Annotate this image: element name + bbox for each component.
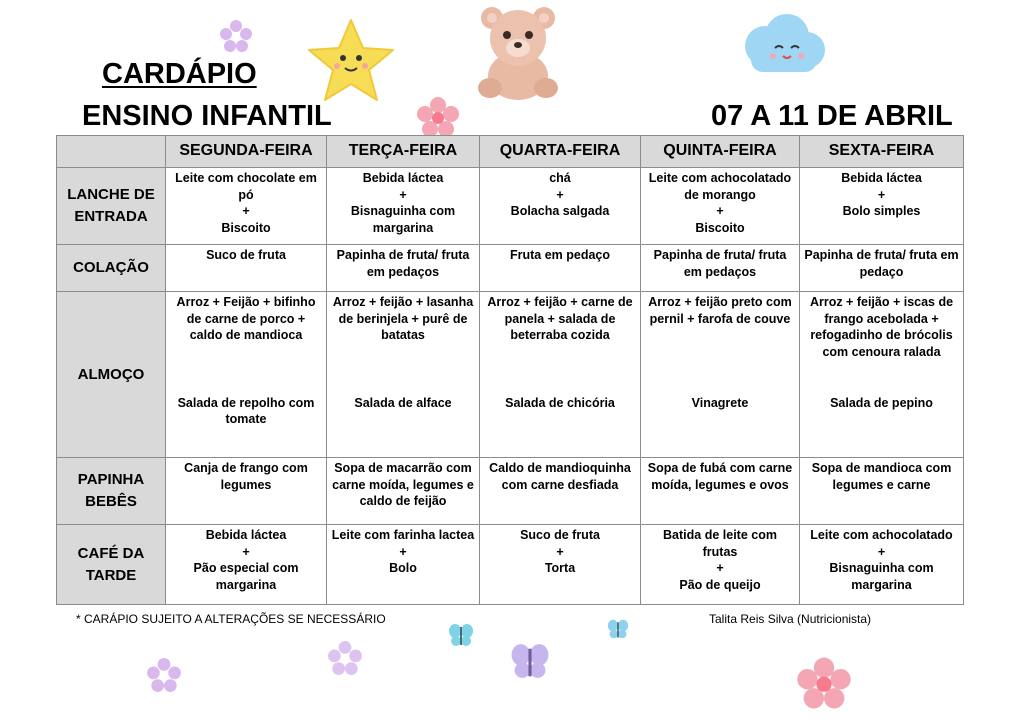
- page-title: CARDÁPIO: [102, 58, 257, 90]
- menu-item-line: Bebida láctea: [362, 171, 444, 185]
- menu-cell: [800, 168, 964, 245]
- menu-item-line: Papinha de fruta/ fruta: [653, 248, 787, 262]
- menu-cell: [641, 458, 800, 525]
- salad-line: tomate: [225, 412, 267, 426]
- menu-item-line: chá: [549, 171, 571, 185]
- menu-cell: [800, 245, 964, 292]
- meal-label-line: TARDE: [85, 566, 137, 584]
- menu-item-line: margarina: [851, 577, 912, 592]
- menu-item-line: +: [242, 204, 250, 218]
- menu-item-line: Caldo de mandioquinha: [489, 461, 631, 475]
- salad-line: Salada de repolho com: [177, 395, 315, 410]
- main-dish-line: Arroz + feijão preto com: [648, 295, 792, 309]
- menu-cell: [480, 292, 641, 458]
- menu-cell: [641, 245, 800, 292]
- menu-cell: [166, 245, 327, 292]
- menu-item-line: +: [877, 544, 886, 559]
- meal-label-line: ENTRADA: [74, 208, 148, 225]
- menu-item-line: margarina: [372, 220, 434, 235]
- salad-line: Vinagrete: [691, 395, 749, 410]
- main-dish-line: caldo de mandioca: [189, 328, 303, 342]
- day-header: QUINTA-FEIRA: [641, 136, 800, 168]
- menu-item-line: +: [556, 187, 564, 202]
- menu-item-line: Suco de fruta: [520, 528, 600, 542]
- page-subtitle: ENSINO INFANTIL: [82, 100, 332, 132]
- meal-label: [57, 245, 166, 292]
- menu-item-line: legumes: [220, 477, 272, 492]
- butterfly-icon: [448, 622, 474, 648]
- menu-item-line: Leite com achocolatado: [810, 528, 953, 542]
- menu-cell: [641, 525, 800, 605]
- menu-cell: [327, 525, 480, 605]
- cloud-icon: [735, 12, 829, 82]
- date-range: 07 A 11 DE ABRIL: [711, 100, 953, 132]
- day-header: SEXTA-FEIRA: [800, 136, 964, 168]
- flower-icon: [219, 19, 253, 53]
- menu-item-line: com carne desfiada: [501, 477, 619, 492]
- main-dish-line: Arroz + feijão + lasanha: [332, 295, 474, 309]
- meal-label: [57, 458, 166, 525]
- main-dish-line: batatas: [381, 328, 425, 342]
- footer-note: * CARÁPIO SUJEITO A ALTERAÇÕES SE NECESSÁRIO: [76, 612, 386, 626]
- menu-cell: [166, 168, 327, 245]
- menu-cell: [166, 458, 327, 525]
- menu-item-line: Biscoito: [221, 220, 271, 235]
- flower-icon: [146, 657, 182, 693]
- menu-item-line: em pedaços: [366, 264, 440, 279]
- salad-line: Salada de alface: [354, 395, 452, 410]
- butterfly-icon: [607, 618, 629, 640]
- menu-cell: [327, 168, 480, 245]
- menu-cell: [800, 525, 964, 605]
- meal-label: [57, 168, 166, 245]
- menu-item-line: margarina: [215, 577, 277, 592]
- meal-row: [57, 458, 964, 525]
- menu-item-line: de morango: [684, 187, 756, 202]
- menu-cell: [327, 458, 480, 525]
- butterfly-icon: [508, 641, 552, 681]
- menu-item-line: Torta: [544, 561, 576, 575]
- main-dish-line: panela + salada de: [504, 311, 616, 326]
- corner-cell: [57, 136, 166, 168]
- menu-table: [56, 135, 964, 605]
- menu-cell: [641, 168, 800, 245]
- menu-item-line: caldo de feijão: [359, 494, 447, 508]
- menu-item-line: +: [242, 544, 250, 559]
- menu-cell: [480, 525, 641, 605]
- menu-cell: [480, 245, 641, 292]
- menu-cell: [480, 168, 641, 245]
- main-dish-line: frango acebolada +: [824, 311, 939, 326]
- meal-label-line: PAPINHA: [77, 471, 145, 488]
- menu-item-line: Bolo simples: [842, 204, 921, 218]
- spacer: [331, 344, 475, 395]
- menu-cell: [800, 292, 964, 458]
- menu-item-line: Bolacha salgada: [510, 204, 610, 218]
- menu-item-line: Sopa de fubá com carne: [647, 461, 793, 475]
- meal-row: [57, 168, 964, 245]
- meal-label-line: CAFÉ DA: [77, 544, 145, 562]
- menu-item-line: +: [399, 544, 407, 559]
- meal-row: [57, 525, 964, 605]
- footer-credit: Talita Reis Silva (Nutricionista): [709, 612, 872, 626]
- day-header: TERÇA-FEIRA: [327, 136, 480, 168]
- salad-line: Salada de chicória: [505, 395, 615, 410]
- spacer: [804, 360, 959, 395]
- menu-item-line: Bebida láctea: [205, 528, 287, 542]
- menu-item-line: Bolo: [389, 561, 417, 575]
- menu-item-line: +: [716, 204, 724, 218]
- meal-label-line: COLAÇÃO: [73, 259, 149, 276]
- menu-cell: [166, 525, 327, 605]
- menu-item-line: pó: [238, 187, 254, 202]
- menu-item-line: +: [556, 544, 564, 559]
- main-dish-line: de berinjela + purê de: [338, 311, 468, 326]
- menu-item-line: em pedaços: [683, 264, 757, 279]
- main-dish-line: beterraba cozida: [510, 328, 610, 342]
- meal-row: [57, 245, 964, 292]
- menu-item-line: Pão de queijo: [679, 577, 761, 592]
- menu-item-line: Sopa de macarrão com: [334, 461, 472, 475]
- main-dish-line: pernil + farofa de couve: [649, 311, 791, 326]
- menu-item-line: Batida de leite com frutas: [663, 528, 777, 559]
- day-header: SEGUNDA-FEIRA: [166, 136, 327, 168]
- spacer: [645, 327, 795, 395]
- menu-item-line: Leite com farinha lactea: [331, 528, 475, 542]
- flower-icon: [327, 640, 363, 676]
- menu-item-line: Pão especial com: [193, 561, 299, 575]
- menu-item-line: Canja de frango com: [184, 461, 308, 475]
- menu-item-line: Leite com chocolate em: [175, 171, 317, 185]
- menu-item-line: Bebida láctea: [841, 171, 922, 185]
- menu-item-line: carne moída, legumes e: [332, 477, 474, 492]
- main-dish-line: refogadinho de brócolis: [810, 328, 953, 342]
- main-dish-line: Arroz + Feijão + bifinho: [176, 295, 316, 309]
- flower-icon: [416, 96, 460, 138]
- menu-item-line: pedaço: [859, 264, 904, 279]
- main-dish-line: Arroz + feijão + iscas de: [809, 295, 954, 309]
- menu-item-line: Bisnaguinha com: [829, 561, 934, 575]
- star-icon: [305, 16, 397, 104]
- menu-cell: [641, 292, 800, 458]
- menu-item-line: Suco de fruta: [206, 248, 286, 262]
- menu-item-line: +: [716, 561, 724, 575]
- header-row: [57, 136, 964, 168]
- spacer: [170, 344, 322, 395]
- menu-cell: [800, 458, 964, 525]
- menu-item-line: Papinha de fruta/ fruta: [336, 248, 470, 262]
- menu-item-line: Fruta em pedaço: [509, 248, 611, 262]
- meal-label: [57, 292, 166, 458]
- flower-icon: [796, 656, 852, 710]
- main-dish-line: de carne de porco +: [186, 311, 306, 326]
- menu-item-line: Biscoito: [695, 220, 745, 235]
- meal-label: [57, 525, 166, 605]
- meal-label-line: BEBÊS: [85, 493, 137, 510]
- day-header: QUARTA-FEIRA: [480, 136, 641, 168]
- meal-label-line: LANCHE DE: [67, 186, 155, 203]
- main-dish-line: com cenoura ralada: [822, 344, 941, 359]
- menu-item-line: +: [877, 187, 886, 202]
- menu-item-line: Leite com achocolatado: [648, 171, 792, 185]
- menu-item-line: moída, legumes e ovos: [651, 477, 789, 492]
- menu-item-line: Bisnaguinha com: [350, 204, 456, 218]
- menu-cell: [327, 245, 480, 292]
- menu-item-line: Sopa de mandioca com: [811, 461, 952, 475]
- meal-row: [57, 292, 964, 458]
- salad-line: Salada de pepino: [830, 395, 933, 410]
- menu-item-line: legumes e carne: [832, 477, 931, 492]
- menu-cell: [166, 292, 327, 458]
- meal-label-line: ALMOÇO: [77, 365, 145, 383]
- menu-cell: [327, 292, 480, 458]
- menu-item-line: +: [399, 187, 407, 202]
- menu-cell: [480, 458, 641, 525]
- spacer: [484, 344, 636, 395]
- menu-item-line: Papinha de fruta/ fruta em: [804, 248, 959, 262]
- teddy-bear-icon: [470, 2, 566, 102]
- main-dish-line: Arroz + feijão + carne de: [487, 295, 633, 309]
